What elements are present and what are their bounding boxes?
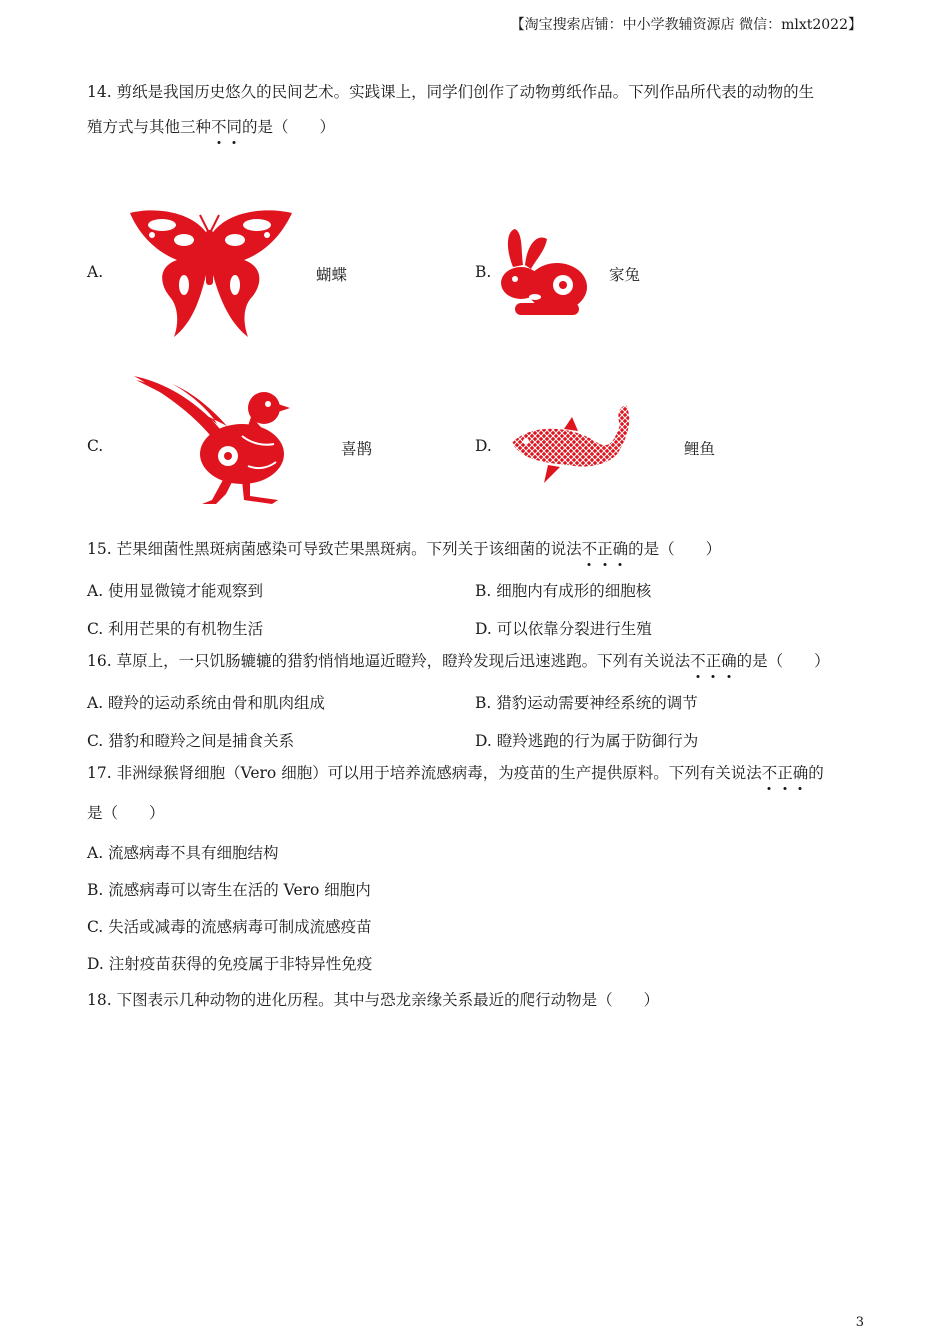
carp-papercut-image [508,403,634,489]
emphasis-char: 确 [721,652,737,670]
q17-stem-post: 的 [808,764,824,782]
q15-stem-post: 的是（ ） [628,540,722,558]
emphasis-char: 正 [705,652,722,670]
emphasis-char: 确 [792,764,809,782]
q17-stem-line2: 是（ ） [87,804,165,822]
butterfly-papercut-image [122,205,297,340]
q15-stem-pre: 15. 芒果细菌性黑斑病菌感染可导致芒果黑斑病。下列关于该细菌的说法 [87,540,582,558]
q16-stem [87,650,830,672]
q17-option-d[interactable]: D. 注射疫苗获得的免疫属于非特异性免疫 [87,955,373,973]
q16-option-a[interactable]: A. 瞪羚的运动系统由骨和肌肉组成 [87,694,326,712]
q15-option-c[interactable]: C. 利用芒果的有机物生活 [87,620,264,638]
q14-option-a-name: 蝴蝶 [316,266,348,284]
page-number: 3 [855,1315,864,1330]
q16-option-b[interactable]: B. 猎豹运动需要神经系统的调节 [475,694,698,712]
emphasis-char: 不 [690,652,706,670]
q18-stem: 18. 下图表示几种动物的进化历程。其中与恐龙亲缘关系最近的爬行动物是（ ） [87,991,660,1009]
q14-option-c-name: 喜鹊 [341,440,373,458]
q14-stem-pre: 殖方式与其他三种 [87,118,212,136]
q14-stem-post: 的是（ ） [242,118,336,136]
q14-option-d-name: 鲤鱼 [684,440,716,458]
q15-option-b[interactable]: B. 细胞内有成形的细胞核 [475,582,652,600]
emphasis-char: 正 [597,540,613,558]
emphasis-char: 同 [226,118,243,136]
emphasis-char: 不 [581,540,598,558]
q16-option-d[interactable]: D. 瞪羚逃跑的行为属于防御行为 [475,732,699,750]
q14-option-b-name: 家兔 [609,266,641,284]
q16-stem-pre: 16. 草原上，一只饥肠辘辘的猎豹悄悄地逼近瞪羚，瞪羚发现后迅速逃跑。下列有关说法 [87,652,691,670]
magpie-papercut-image [132,374,290,508]
q16-option-c[interactable]: C. 猎豹和瞪羚之间是捕食关系 [87,732,295,750]
q15-option-a[interactable]: A. 使用显微镜才能观察到 [87,582,264,600]
q17-option-a[interactable]: A. 流感病毒不具有细胞结构 [87,844,279,862]
q17-option-b[interactable]: B. 流感病毒可以寄生在活的 Vero 细胞内 [87,881,371,899]
q16-stem-post: 的是（ ） [736,652,830,670]
q17-stem-pre: 17. 非洲绿猴肾细胞（Vero 细胞）可以用于培养流感病毒，为疫苗的生产提供原料。下列有关说法 [87,764,762,782]
emphasis-char: 确 [612,540,629,558]
q17-option-c[interactable]: C. 失活或减毒的流感病毒可制成流感疫苗 [87,918,372,936]
q14-option-b-letter[interactable]: B. [475,263,492,281]
q14-option-d-letter[interactable]: D. [475,437,492,455]
emphasis-char: 正 [777,764,793,782]
rabbit-papercut-image [495,227,593,319]
q14-option-a-letter[interactable]: A. [87,263,104,281]
q17-stem-line1 [87,762,824,784]
q15-option-d[interactable]: D. 可以依靠分裂进行生殖 [475,620,652,638]
q14-stem-line1: 14. 剪纸是我国历史悠久的民间艺术。实践课上，同学们创作了动物剪纸作品。下列作品所代表的动物的生 [87,83,815,101]
emphasis-char: 不 [761,764,778,782]
q14-stem-line2 [87,116,335,138]
q15-stem [87,538,721,560]
q14-option-c-letter[interactable]: C. [87,437,104,455]
page-header: 【淘宝搜索店铺：中小学教辅资源店 微信：mlxt2022】 [510,17,862,33]
emphasis-char: 不 [211,118,227,136]
